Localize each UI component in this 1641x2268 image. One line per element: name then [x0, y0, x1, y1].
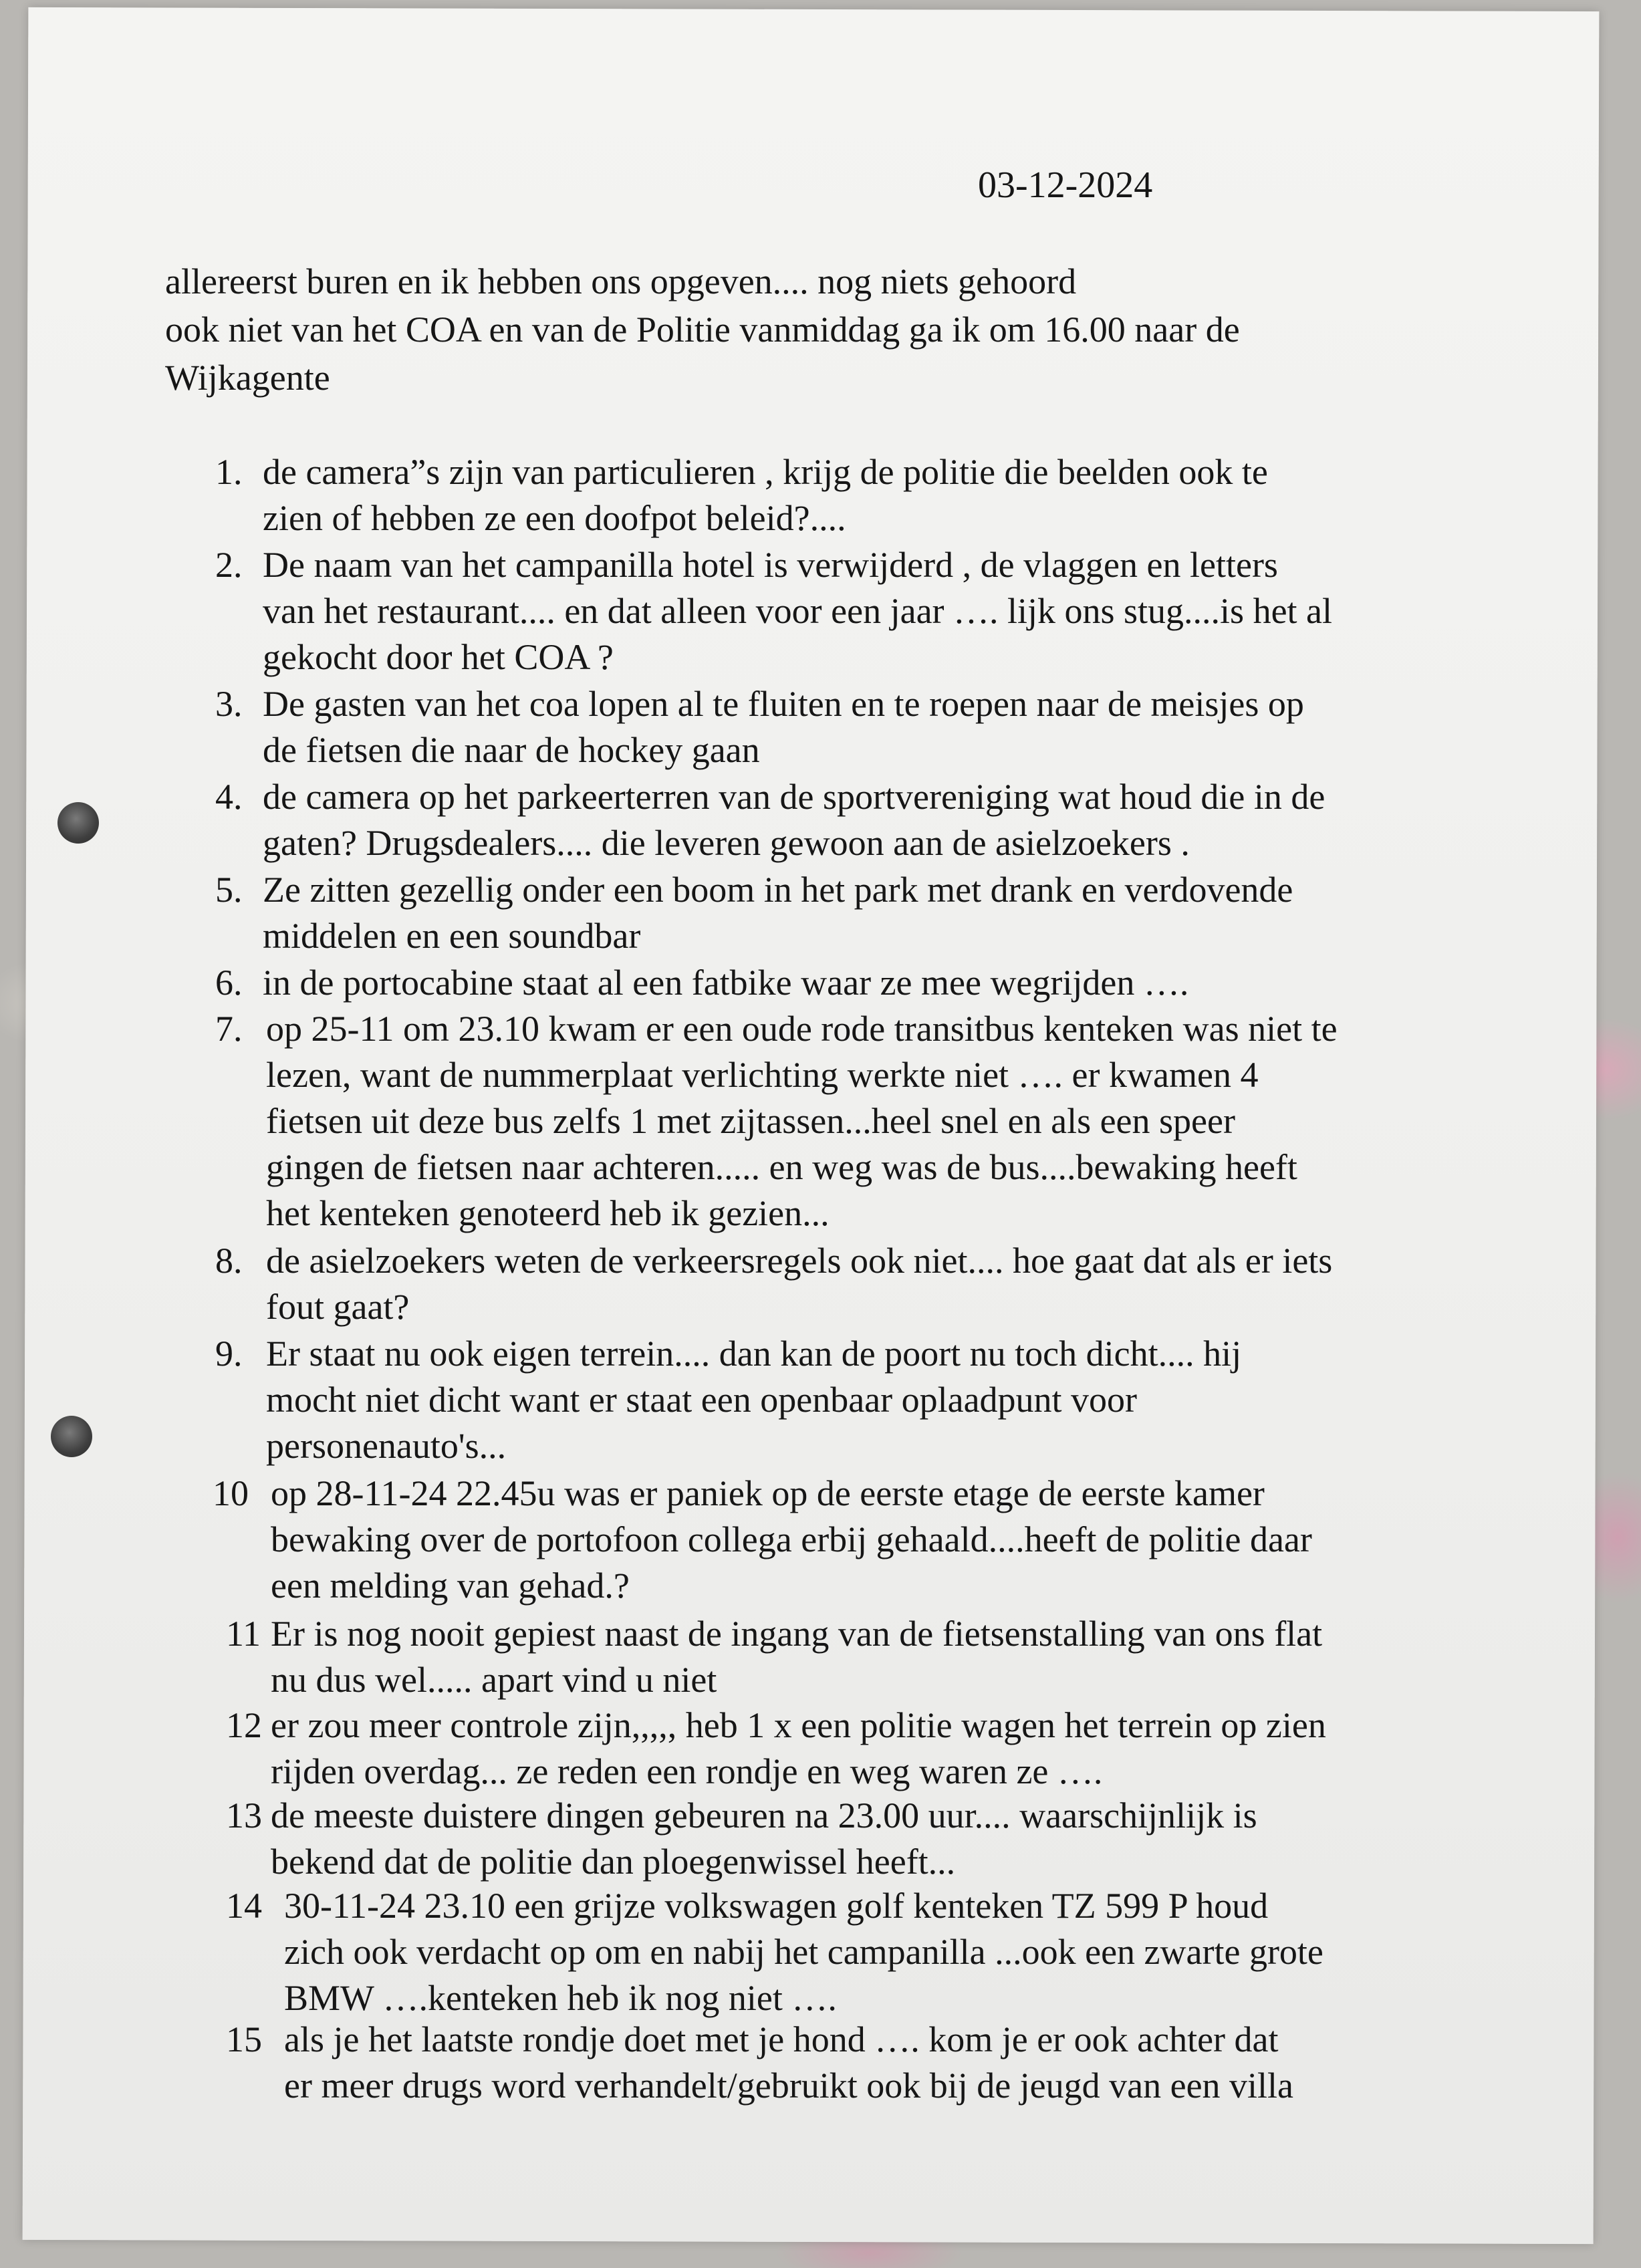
list-item-text	[271, 1471, 1312, 1609]
list-item-line: het kenteken genoteerd heb ik gezien...	[266, 1193, 830, 1233]
list-item-line: personenauto's...	[266, 1426, 507, 1466]
list-item-line: de asielzoekers weten de verkeersregels ook niet.... hoe gaat dat als er iets	[266, 1241, 1333, 1281]
list-item-number: 7.	[215, 1009, 243, 1049]
list-item-line: fietsen uit deze bus zelfs 1 met zijtassen...heel snel en als een speer	[266, 1101, 1235, 1141]
list-item-number: 11	[226, 1614, 261, 1654]
list-item-line: Er staat nu ook eigen terrein.... dan kan de poort nu toch dicht.... hij	[266, 1334, 1242, 1374]
list-item-line: lezen, want de nummerplaat verlichting werkte niet …. er kwamen 4	[266, 1055, 1259, 1095]
list-item-line: gekocht door het COA ?	[263, 637, 614, 677]
list-item-number: 12	[226, 1705, 262, 1745]
list-item-text	[263, 542, 1332, 680]
list-item-line: 30-11-24 23.10 een grijze volkswagen golf kenteken TZ 599 P houd	[284, 1886, 1269, 1926]
list-item-line: de fietsen die naar de hockey gaan	[263, 730, 760, 770]
list-item-text	[284, 2017, 1293, 2109]
list-item-line: de camera op het parkeerterren van de sportvereniging wat houd die in de	[263, 777, 1326, 817]
punch-hole-top	[57, 802, 99, 844]
list-item-number: 2.	[215, 545, 243, 585]
list-item-line: van het restaurant.... en dat alleen voor een jaar …. lijk ons stug....is het al	[263, 591, 1333, 631]
list-item-number: 3.	[215, 684, 243, 724]
list-item-text	[266, 1238, 1332, 1330]
document-date: 03-12-2024	[978, 164, 1153, 206]
list-item-number: 10	[213, 1473, 249, 1513]
list-item-line: als je het laatste rondje doet met je hond …. kom je er ook achter dat	[284, 2019, 1279, 2059]
list-item-number: 5.	[215, 870, 243, 910]
list-item-number: 13	[226, 1795, 262, 1836]
list-item-number: 15	[226, 2019, 262, 2059]
list-item-text	[266, 1006, 1338, 1237]
list-item-text	[271, 1703, 1326, 1795]
list-item-line: zien of hebben ze een doofpot beleid?....	[263, 498, 846, 538]
list-item-line: nu dus wel..... apart vind u niet	[271, 1660, 717, 1700]
list-item-line: gaten? Drugsdealers.... die leveren gewoon aan de asielzoekers .	[263, 823, 1190, 863]
list-item-line: er meer drugs word verhandelt/gebruikt ook bij de jeugd van een villa	[284, 2065, 1294, 2106]
list-item-line: De gasten van het coa lopen al te fluiten en te roepen naar de meisjes op	[263, 684, 1304, 724]
list-item-line: bekend dat de politie dan ploegenwissel heeft...	[271, 1842, 956, 1882]
list-item-number: 9.	[215, 1334, 243, 1374]
intro-line: Wijkagente	[165, 358, 330, 398]
list-item-line: op 28-11-24 22.45u was er paniek op de eerste etage de eerste kamer	[271, 1473, 1265, 1513]
list-item-line: een melding van gehad.?	[271, 1565, 630, 1606]
list-item-line: middelen en een soundbar	[263, 916, 641, 956]
list-item-number: 1.	[215, 452, 243, 492]
list-item-line: de camera”s zijn van particulieren , krijg de politie die beelden ook te	[263, 452, 1268, 492]
list-item-number: 4.	[215, 777, 243, 817]
list-item-line: mocht niet dicht want er staat een openbaar oplaadpunt voor	[266, 1380, 1138, 1420]
list-item-line: Er is nog nooit gepiest naast de ingang van de fietsenstalling van ons flat	[271, 1614, 1323, 1654]
intro-line: ook niet van het COA en van de Politie vanmiddag ga ik om 16.00 naar de	[165, 309, 1240, 350]
list-item-line: Ze zitten gezellig onder een boom in het park met drank en verdovende	[263, 870, 1293, 910]
list-item-number: 6.	[215, 963, 243, 1003]
list-item-line: gingen de fietsen naar achteren..... en weg was de bus....bewaking heeft	[266, 1147, 1297, 1187]
list-item-text	[263, 960, 1188, 1006]
list-item-line: bewaking over de portofoon collega erbij gehaald....heeft de politie daar	[271, 1519, 1312, 1559]
list-item-line: De naam van het campanilla hotel is verwijderd , de vlaggen en letters	[263, 545, 1278, 585]
list-item-text	[271, 1793, 1257, 1885]
list-item-text	[263, 681, 1304, 773]
intro-line: allereerst buren en ik hebben ons opgeven.... nog niets gehoord	[165, 261, 1077, 301]
list-item-line: in de portocabine staat al een fatbike waar ze mee wegrijden ….	[263, 963, 1189, 1003]
list-item-text	[263, 449, 1268, 541]
list-item-line: op 25-11 om 23.10 kwam er een oude rode transitbus kenteken was niet te	[266, 1009, 1338, 1049]
list-item-line: zich ook verdacht op om en nabij het campanilla ...ook een zwarte grote	[284, 1932, 1323, 1972]
list-item-text	[263, 774, 1325, 866]
list-item-line: de meeste duistere dingen gebeuren na 23.00 uur.... waarschijnlijk is	[271, 1795, 1257, 1836]
list-item-number: 8.	[215, 1241, 243, 1281]
intro-paragraph	[165, 257, 1240, 402]
list-item-text	[263, 867, 1293, 959]
list-item-line: rijden overdag... ze reden een rondje en weg waren ze ….	[271, 1751, 1103, 1791]
list-item-text	[271, 1611, 1322, 1703]
punch-hole-bottom	[51, 1416, 92, 1457]
list-item-line: fout gaat?	[266, 1287, 410, 1327]
list-item-number: 14	[226, 1886, 262, 1926]
list-item-text	[266, 1331, 1241, 1469]
list-item-text	[284, 1883, 1323, 2021]
list-item-line: er zou meer controle zijn,,,,, heb 1 x een politie wagen het terrein op zien	[271, 1705, 1326, 1745]
list-item-line: BMW ….kenteken heb ik nog niet ….	[284, 1978, 837, 2018]
